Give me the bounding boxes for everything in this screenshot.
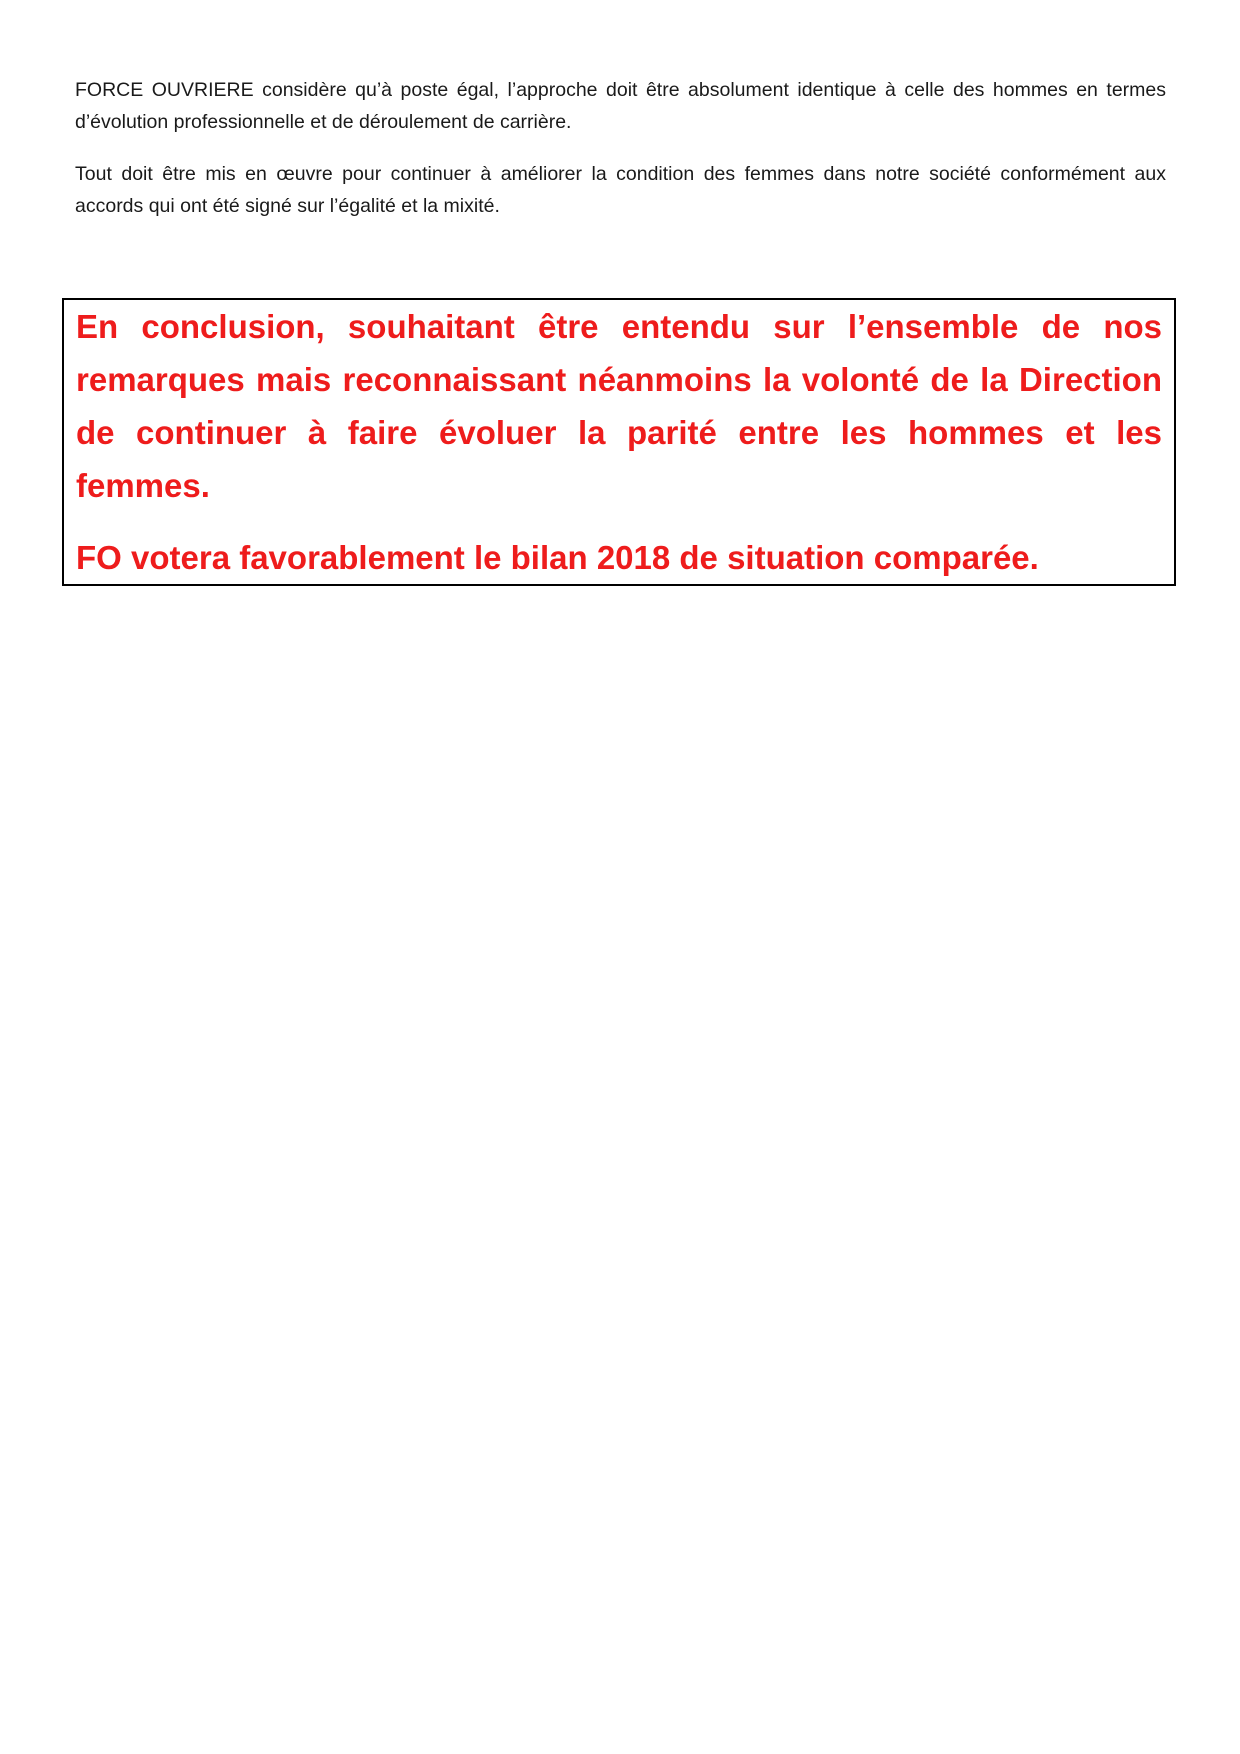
paragraph-women-condition: Tout doit être mis en œuvre pour continuer à améliorer la condition des femmes dans notre société conformément aux accords qui ont été signé sur l’égalité et la mixité. xyxy=(75,163,1166,217)
conclusion-box xyxy=(62,298,1176,586)
paragraph-equal-treatment: FORCE OUVRIERE considère qu’à poste égal, l’approche doit être absolument identique à celle des hommes en termes d’évolution professionnelle et de déroulement de carrière. xyxy=(75,79,1166,133)
vote-statement: FO votera favorablement le bilan 2018 de situation comparée. xyxy=(76,539,1039,576)
conclusion-statement: En conclusion, souhaitant être entendu sur l’ensemble de nos remarques mais reconnaissant néanmoins la volonté de la Direction de continuer à faire évoluer la parité entre les hommes et les femmes. xyxy=(76,308,1162,504)
